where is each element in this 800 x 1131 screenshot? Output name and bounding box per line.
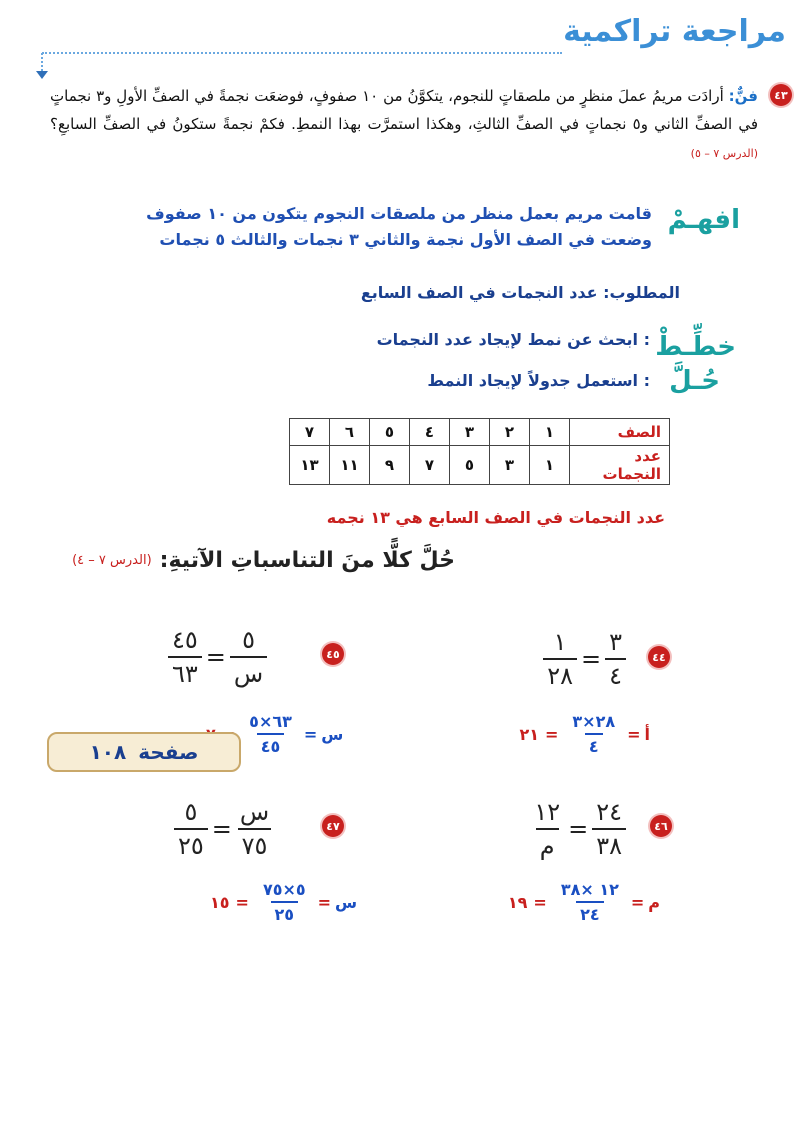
plan-text: : ابحث عن نمط لإيجاد عدد النجمات — [376, 330, 650, 349]
q45-solution: س = $\frac{٦٣\times ٥}{٤٥}$ — [206, 712, 343, 756]
problem-text — [50, 82, 758, 168]
question-number-badge: ٤٧ — [322, 815, 344, 837]
answer-text: عدد النجمات في الصف السابع هي ١٣ نجمه — [326, 508, 665, 527]
table-cell: ٥ — [450, 446, 490, 485]
q44-b-den: ٢٨ — [543, 658, 577, 690]
table-cell: ٤ — [410, 419, 450, 446]
q44-sol-result: ٢١ — [519, 724, 539, 744]
arrow-down-icon — [36, 71, 48, 79]
table-cell: ١١ — [330, 446, 370, 485]
understand-line-2: وضعت في الصف الأول نجمة والثاني ٣ نجمات والثالث ٥ نجمات — [159, 230, 652, 249]
q44-a-den: ٤ — [605, 658, 626, 690]
section-title: حُلَّ كلًّا منَ التناسباتِ الآتيةِ: — [159, 548, 455, 573]
table-cell: ١ — [530, 419, 570, 446]
question-number-badge: ٤٤ — [648, 646, 670, 668]
q47-a-num: س — [239, 798, 270, 826]
table-cell: ٣ — [450, 419, 490, 446]
section-ref: (الدرس ٧ – ٤) — [72, 553, 152, 568]
problem-number-badge: ٤٣ — [770, 84, 792, 106]
q47-b-den: ٢٥ — [174, 828, 208, 860]
table-header-stars: عدد النجمات — [570, 446, 670, 485]
table-row-stars — [290, 446, 670, 485]
q46-a-den: ٣٨ — [592, 828, 626, 860]
understand-label: افهـمْ — [667, 205, 740, 235]
q46-a-num: ٢٤ — [596, 798, 622, 826]
understand-line-1: قامت مريم بعمل منظر من ملصقات النجوم يتكون من ١٠ صفوف — [146, 204, 652, 223]
q46-solution: م = $\frac{١٢ \times ٣٨}{٢٤}$ = ١٩ — [507, 880, 660, 924]
solve-label: حُـلَّ — [669, 366, 720, 396]
q46-b-num: ١٢ — [534, 798, 561, 826]
q47-equation: $\frac{\text{س}}{٧٥}$ = $\frac{٥}{٢٥}$ — [170, 798, 277, 860]
question-number-badge: ٤٥ — [322, 643, 344, 665]
q47-sol-result: ١٥ — [210, 892, 230, 912]
table-cell: ١ — [530, 446, 570, 485]
required-text: المطلوب: عدد النجمات في الصف السابع — [360, 283, 680, 302]
q45-b-num: ٤٥ — [172, 626, 198, 654]
q47-sol-var: س — [335, 892, 358, 912]
solve-text: : استعمل جدولاً لإيجاد النمط — [427, 371, 650, 390]
q46-b-den: م — [536, 828, 559, 860]
page-number: ١٠٨ — [89, 740, 127, 764]
q46-sol-den: ٢٤ — [576, 901, 604, 924]
q44-solution: أ = $\frac{٢٨\times ٣}{٤}$ = ٢١ — [519, 712, 650, 756]
q45-sol-den: ٤٥ — [257, 733, 285, 756]
q44-a-num: ٣ — [609, 628, 622, 656]
table-cell: ٦ — [330, 419, 370, 446]
q45-sol-var: س — [321, 724, 344, 744]
q47-sol-den: ٢٥ — [271, 901, 299, 924]
q46-equation: $\frac{٢٤}{٣٨}$ = $\frac{١٢}{\text{م}}$ — [526, 798, 630, 860]
q47-sol-num: ٥×٧٥ — [262, 880, 306, 899]
problem-ref: (الدرس ٧ – ٥) — [690, 147, 758, 160]
q47-b-num: ٥ — [184, 798, 198, 826]
q45-a-num: ٥ — [242, 626, 255, 654]
table-cell: ٢ — [490, 419, 530, 446]
q46-sol-result: ١٩ — [507, 892, 528, 912]
cumulative-review-banner: مراجعة تراكمية — [563, 14, 786, 49]
problem-tag: فنٌّ: — [728, 87, 758, 105]
table-cell: ٥ — [370, 419, 410, 446]
q45-a-den: س — [230, 656, 267, 688]
q47-solution: س = $\frac{٥\times ٧٥}{٢٥}$ = ١٥ — [210, 880, 358, 924]
table-cell: ٩ — [370, 446, 410, 485]
understand-text — [132, 201, 652, 253]
table-header-row: الصف — [570, 419, 670, 446]
table-cell: ٧ — [290, 419, 330, 446]
table-cell: ٣ — [490, 446, 530, 485]
q44-b-num: ١ — [553, 628, 567, 656]
table-cell: ١٣ — [290, 446, 330, 485]
table-row-rows — [290, 419, 670, 446]
table-cell: ٧ — [410, 446, 450, 485]
q44-sol-var: أ — [644, 724, 650, 744]
plan-label: خطِّـطْ — [655, 332, 736, 362]
q45-b-den: ٦٣ — [168, 656, 202, 688]
problem-body: أرادَت مريمُ عملَ منظرٍ من ملصقاتٍ للنجوم، يتكوَّنُ من ١٠ صفوفٍ، فوضعَت نجمةً في الصفِّ الأولِ و٣ نجماتٍ في الصفِّ الثاني و٥ نجماتٍ في الصفِّ الثالثِ، وهكذا استمرَّت بهذا النمطِ. فكمْ نجمةً ستكونُ في الصفِّ السابعِ؟ — [50, 87, 759, 133]
q46-sol-var: م — [648, 892, 660, 912]
q44-sol-den: ٤ — [585, 733, 603, 756]
q45-equation: $\frac{٥}{\text{س}}$ = $\frac{٤٥}{٦٣}$ — [164, 626, 271, 688]
q46-sol-num: ١٢ ×٣٨ — [560, 880, 619, 899]
page-number-box — [47, 732, 241, 772]
pattern-table — [289, 418, 670, 485]
question-number-badge: ٤٦ — [650, 815, 672, 837]
q45-sol-num: ٦٣×٥ — [249, 712, 292, 731]
page-label: صفحة — [138, 740, 199, 764]
q44-sol-num: ٢٨×٣ — [572, 712, 616, 731]
q44-equation: $\frac{٣}{٤}$ = $\frac{١}{٢٨}$ — [539, 628, 630, 690]
section-header — [72, 548, 455, 573]
q47-a-den: ٧٥ — [238, 828, 272, 860]
banner-dotted-line — [42, 52, 562, 54]
